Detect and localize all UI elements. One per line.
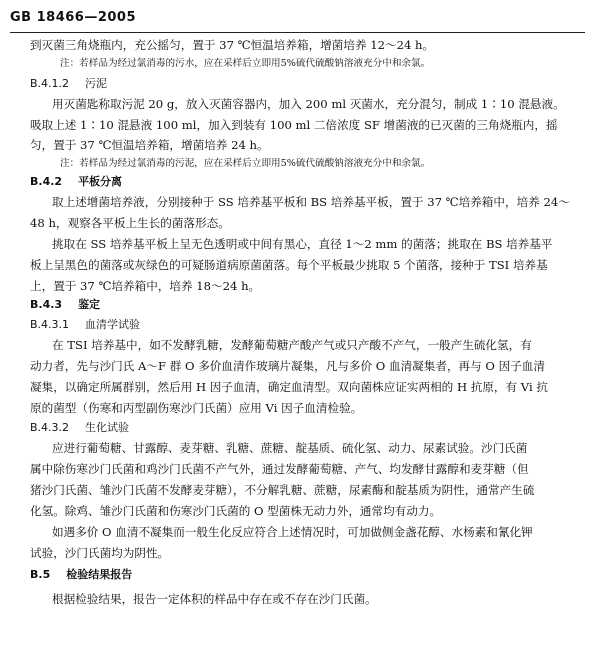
section-title: 检验结果报告 [66,568,133,581]
section-title: 鉴定 [78,298,101,311]
paragraph-line: 原的菌型（伤寒和丙型副伤寒沙门氏菌）应用 Vi 因子血清检验。 [30,401,363,415]
paragraph-line: 凝集，以确定所属群别，然后用 H 因子血清，确定血清型。双向菌株应证实两相的 H 抗原，有 Vi 抗 [30,380,548,394]
section-heading [30,173,122,191]
section-title: 污泥 [85,77,108,90]
paragraph-line: 动力者，先与沙门氏 A～F 群 O 多价血清作玻璃片凝集，凡与多价 O 血清凝集者，再与 O 因子血清 [30,359,545,373]
paragraph-line: 用灭菌匙称取污泥 20 g，放入灭菌容器内，加入 200 ml 灭菌水，充分混匀，制成 1∶10 混悬液。 [52,97,565,111]
section-heading [30,75,107,93]
note-line: 注：若样品为经过氯消毒的污水，应在采样后立即用5%硫代硫酸钠溶液充分中和余氯。 [60,58,431,69]
section-number: B.4.3.1 [30,318,70,331]
paragraph-line: 吸取上述 1∶10 混悬液 100 ml，加入到装有 100 ml 二倍浓度 SF 增菌液的已灭菌的三角烧瓶内，摇 [30,118,558,132]
section-heading [30,419,129,437]
section-number: B.5 [30,568,51,581]
section-title: 血清学试验 [85,318,141,331]
paragraph-line: 如遇多价 O 血清不凝集而一般生化反应符合上述情况时，可加做侧金盏花醇、水杨素和氰化钾 [52,525,533,539]
paragraph-line: 试验，沙门氏菌均为阴性。 [30,546,170,560]
paragraph-line: 板上呈黑色的菌落或灰绿色的可疑肠道病原菌菌落。每个平板最少挑取 5 个菌落，接种于 TSI 培养基 [30,258,548,272]
section-number: B.4.3.2 [30,421,70,434]
paragraph-line: 上，置于 37 ℃培养箱中，培养 18～24 h。 [30,279,261,293]
paragraph-line: 在 TSI 培养基中，如不发酵乳糖，发酵葡萄糖产酸产气或只产酸不产气，一般产生硫化氢，有 [52,338,532,352]
section-title: 生化试验 [85,421,130,434]
paragraph-line: 匀，置于 37 ℃恒温培养箱，增菌培养 24 h。 [30,138,269,152]
section-number: B.4.2 [30,175,63,188]
note-line: 注：若样品为经过氯消毒的污泥，应在采样后立即用5%硫代硫酸钠溶液充分中和余氯。 [60,158,431,169]
paragraph-line: 应进行葡萄糖、甘露醇、麦芽糖、乳糖、蔗糖、靛基质、硫化氢、动力、尿素试验。沙门氏菌 [52,441,528,455]
paragraph-line: 属中除伤寒沙门氏菌和鸡沙门氏菌不产气外，通过发酵葡萄糖、产气、均发酵甘露醇和麦芽糖（但 [30,462,529,476]
section-number: B.4.3 [30,298,63,311]
paragraph-line: 48 h，观察各平板上生长的菌落形态。 [30,216,230,230]
section-title: 平板分离 [78,175,123,188]
standard-number: GB 18466—2005 [10,10,137,25]
section-heading [30,316,140,334]
paragraph-line: 化氢。除鸡、雏沙门氏菌和伤寒沙门氏菌的 O 型菌株无动力外，通常均有动力。 [30,504,442,518]
section-number: B.4.1.2 [30,77,70,90]
paragraph-line: 取上述增菌培养液，分别接种于 SS 培养基平板和 BS 培养基平板，置于 37 ℃培养箱中，培养 24～ [52,195,570,209]
section-heading [30,566,132,584]
paragraph-line: 到灭菌三角烧瓶内，充公摇匀，置于 37 ℃恒温培养箱，增菌培养 12～24 h。 [30,38,435,52]
page-header [10,8,585,33]
paragraph-line: 猪沙门氏菌、雏沙门氏菌不发酵麦芽糖），不分解乳糖、蔗糖，尿素酶和靛基质为阴性，通常产生硫 [30,483,535,497]
paragraph-line: 根据检验结果，报告一定体积的样品中存在或不存在沙门氏菌。 [52,592,377,606]
paragraph-line: 挑取在 SS 培养基平板上呈无色透明或中间有黑心，直径 1～2 mm 的菌落；挑取在 BS 培养基平 [52,237,553,251]
section-heading [30,296,100,314]
